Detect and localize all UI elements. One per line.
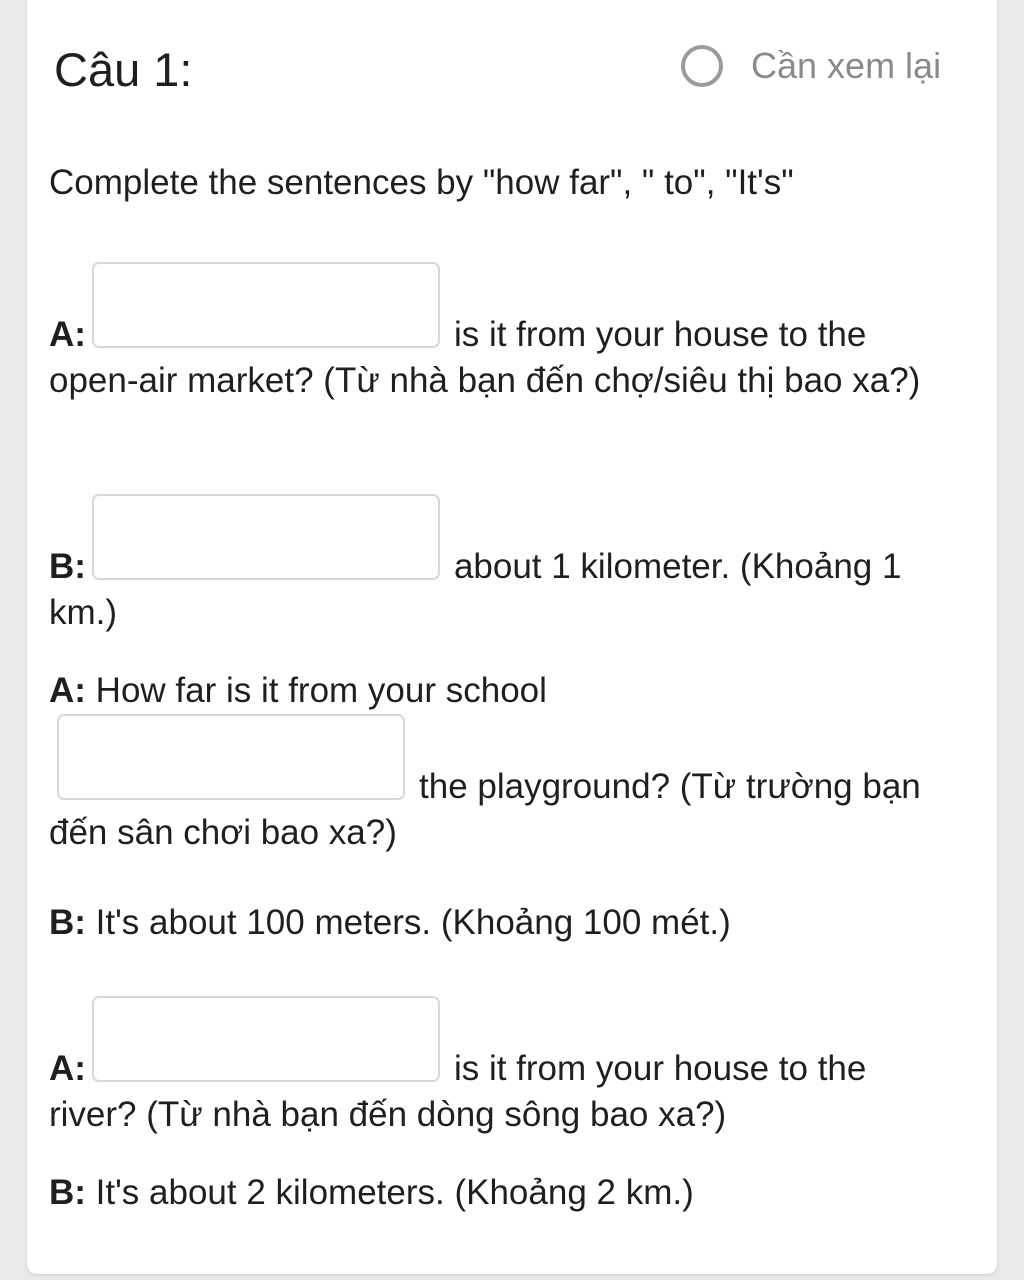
dialogue-line-4	[49, 900, 929, 946]
question-content	[49, 160, 929, 246]
dialogue-line-5	[49, 996, 929, 1138]
speaker-label: B:	[49, 547, 86, 586]
dialogue-line-6	[49, 1170, 929, 1216]
dialogue-line-2	[49, 494, 929, 636]
review-later-label: Cần xem lại	[751, 45, 942, 86]
dialogue-line-3	[49, 668, 929, 856]
dialogue-text: It's about 2 kilometers. (Khoảng 2 km.)	[95, 1173, 694, 1212]
question-header	[27, 0, 997, 130]
dialogue-text: is it from your house to the open-air market? (Từ nhà bạn đến chợ/siêu thị bao xa?)	[49, 315, 921, 400]
answer-blank-2[interactable]	[92, 494, 440, 580]
dialogue-text: the playground? (Từ trường bạn đến sân chơi bao xa?)	[49, 767, 921, 852]
instruction-text: Complete the sentences by "how far", " to", "It's"	[49, 163, 794, 202]
dialogue-text: It's about 100 meters. (Khoảng 100 mét.)	[95, 903, 731, 942]
radio-circle-icon[interactable]	[681, 45, 723, 87]
speaker-label: A:	[49, 1049, 86, 1088]
dialogue-text: about 1 kilometer. (Khoảng 1 km.)	[49, 547, 902, 632]
dialogue-text: How far is it from your school	[95, 671, 547, 710]
question-title: Câu 1:	[54, 43, 193, 96]
answer-blank-1[interactable]	[92, 262, 440, 348]
dialogue-text: is it from your house to the river? (Từ nhà bạn đến dòng sông bao xa?)	[49, 1049, 867, 1134]
answer-blank-4[interactable]	[92, 996, 440, 1082]
review-later-toggle[interactable]	[681, 38, 941, 94]
answer-blank-3[interactable]	[57, 714, 405, 800]
speaker-label: B:	[49, 903, 86, 942]
dialogue-line-1	[49, 262, 929, 404]
speaker-label: A:	[49, 671, 86, 710]
speaker-label: A:	[49, 315, 86, 354]
speaker-label: B:	[49, 1173, 86, 1212]
